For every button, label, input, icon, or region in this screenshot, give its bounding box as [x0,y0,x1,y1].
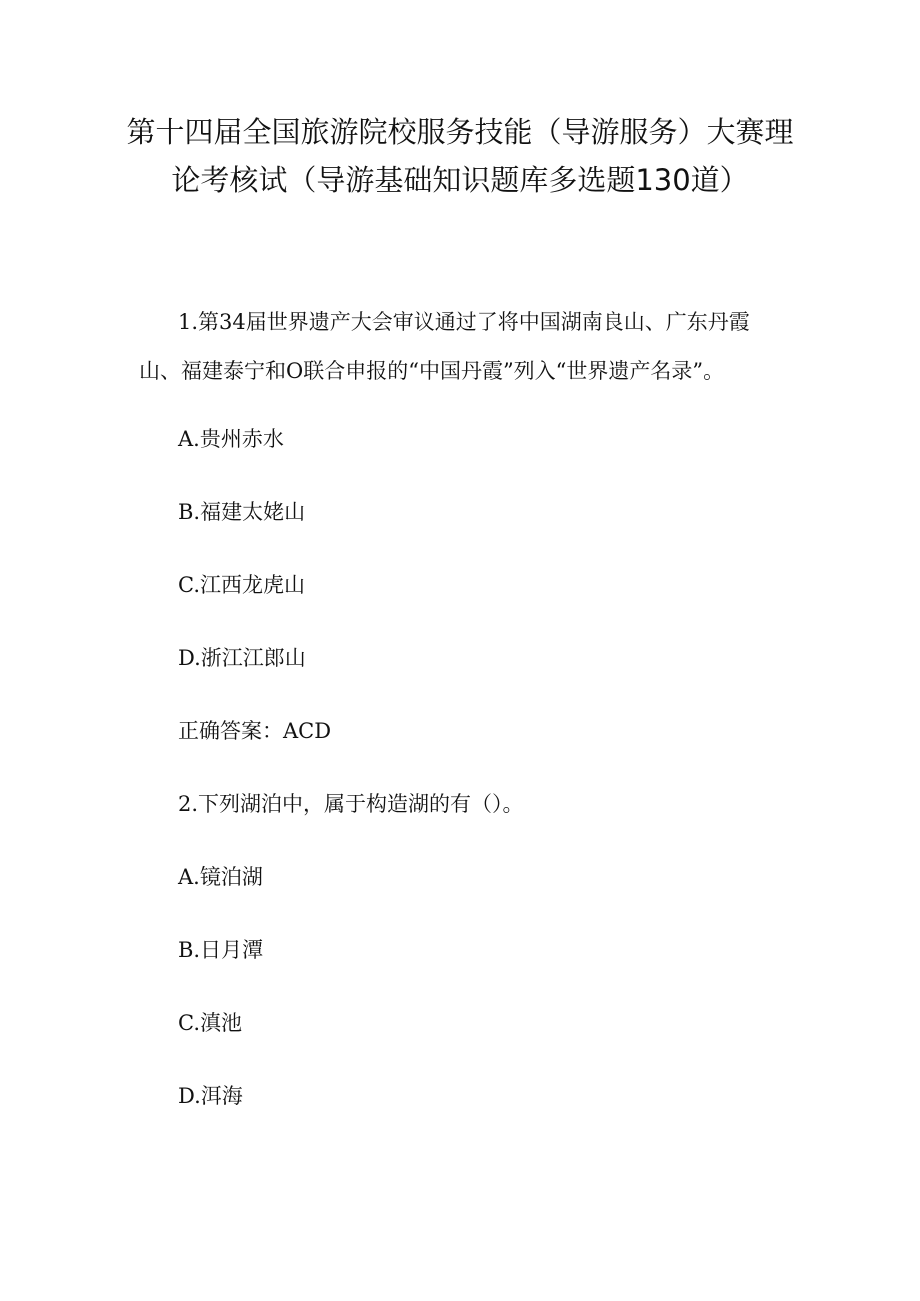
question-2-option-b: B.日月潭 [178,938,264,962]
question-1-option-a: A.贵州赤水 [178,427,284,451]
question-1-stem [139,298,789,396]
question-2-option-c: C.滇池 [178,1011,242,1035]
question-1-option-d: D.浙江江郎山 [178,646,306,670]
question-1-option-c: C.江西龙虎山 [178,573,305,597]
title-line-2: 论考核试（导游基础知识题库多选题130道） [171,163,749,197]
question-2-option-d: D.洱海 [178,1084,243,1108]
question-2-option-a: A.镜泊湖 [178,865,263,889]
question-2-stem: 2.下列湖泊中，属于构造湖的有（）。 [178,792,524,816]
question-1-stem-line-2: 山、福建泰宁和O联合申报的“中国丹霞”列入“世界遗产名录”。 [139,359,725,383]
question-1-option-b: B.福建太姥山 [178,500,306,524]
question-1-answer: 正确答案：ACD [178,719,332,743]
title-line-1: 第十四届全国旅游院校服务技能（导游服务）大赛理 [126,115,794,149]
document-title [0,108,920,204]
question-1-stem-line-1: 1.第34届世界遗产大会审议通过了将中国湖南良山、广东丹霞 [178,310,750,334]
